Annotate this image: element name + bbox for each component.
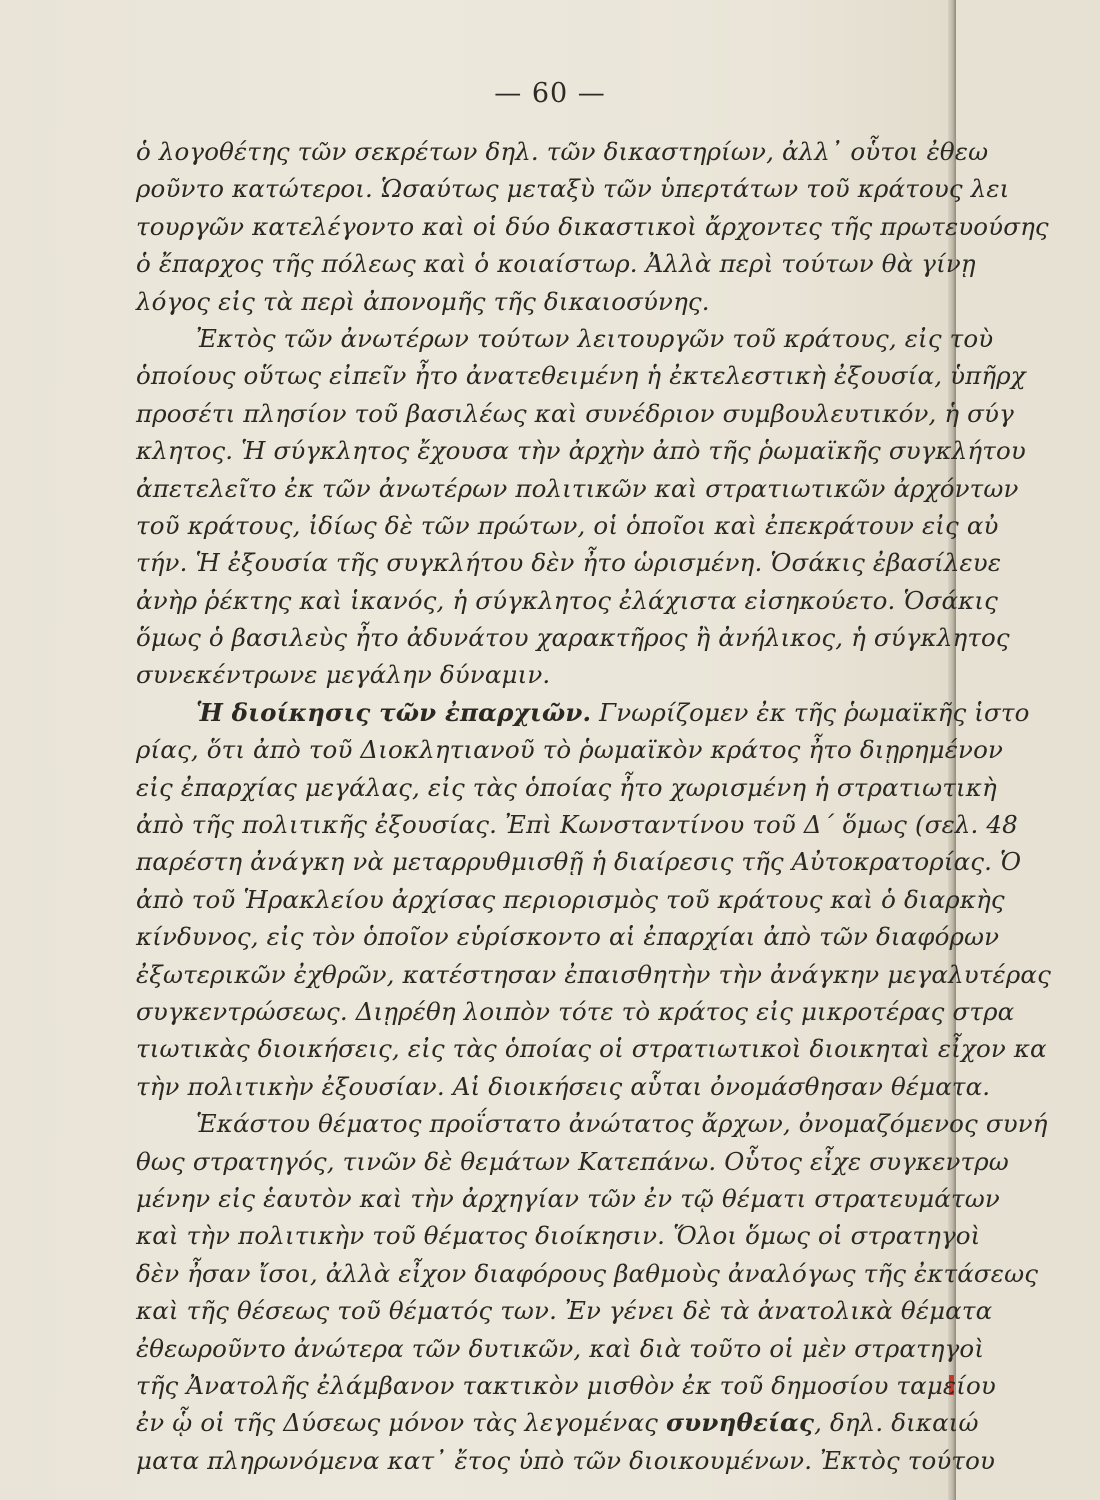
line-text: κίνδυνος, εἰς τὸν ὁποῖον εὑρίσκοντο αἱ ἐπαρχίαι ἀπὸ τῶν διαφόρων [136, 922, 1000, 952]
line-text: συγκεντρώσεως. Διῃρέθη λοιπὸν τότε τὸ κράτος εἰς μικροτέρας στρα [136, 996, 1015, 1026]
text-line [136, 582, 998, 619]
text-line [136, 470, 1019, 507]
text-line [136, 956, 1051, 993]
text-line [136, 432, 1026, 469]
line-text: λόγος εἰς τὰ περὶ ἀπονομῆς τῆς δικαιοσύνης. [136, 286, 710, 316]
line-text: ἀπὸ τῆς πολιτικῆς ἐξουσίας. Ἐπὶ Κωνσταντίνου τοῦ Δ´ ὅμως (σελ. 48 [136, 810, 1018, 840]
line-text: ἀνὴρ ῥέκτης καὶ ἱκανός, ἡ σύγκλητος ἐλάχιστα εἰσηκούετο. Ὁσάκις [136, 585, 998, 615]
page-number: — 60 — [494, 78, 606, 109]
line-text: θως στρατηγός, τινῶν δὲ θεμάτων Κατεπάνω. Οὗτος εἶχε συγκεντρω [136, 1146, 1009, 1176]
text-line [136, 1068, 991, 1105]
text-line [136, 1330, 985, 1367]
text-line [136, 993, 1015, 1030]
line-text: ροῦντο κατώτεροι. Ὡσαύτως μεταξὺ τῶν ὑπερτάτων τοῦ κράτους λει [136, 174, 1010, 204]
text-line [136, 694, 1030, 731]
text-line [136, 843, 1022, 880]
text-line [136, 1143, 1009, 1180]
text-line [136, 1404, 979, 1441]
line-text: Ἑκάστου θέματος προΐστατο ἀνώτατος ἄρχων, ὀνομαζόμενος συνή [196, 1109, 1048, 1139]
line-text: παρέστη ἀνάγκη νὰ μεταρρυθμισθῇ ἡ διαίρεσις τῆς Αὐτοκρατορίας. Ὁ [136, 847, 1022, 877]
line-text: ὁ ἔπαρχος τῆς πόλεως καὶ ὁ κοιαίστωρ. Ἀλλὰ περὶ τούτων θὰ γίνῃ [136, 249, 976, 279]
line-text: συνεκέντρωνε μεγάλην δύναμιν. [136, 660, 551, 690]
line-text-after: , δηλ. δικαιώ [814, 1408, 979, 1438]
line-text: κλητος. Ἡ σύγκλητος ἔχουσα τὴν ἀρχὴν ἀπὸ τῆς ῥωμαϊκῆς συγκλήτου [136, 436, 1026, 466]
text-line [136, 731, 1004, 768]
line-text: τῆς Ἀνατολῆς ἐλάμβανον τακτικὸν μισθὸν ἐκ τοῦ δημοσίου ταμείου [136, 1370, 996, 1400]
line-text: τιωτικὰς διοικήσεις, εἰς τὰς ὁποίας οἱ στρατιωτικοὶ διοικηταὶ εἶχον κα [136, 1034, 1047, 1064]
text-line [136, 170, 1010, 207]
line-text: ἀπετελεῖτο ἐκ τῶν ἀνωτέρων πολιτικῶν καὶ στρατιωτικῶν ἀρχόντων [136, 473, 1019, 503]
text-line [136, 1292, 993, 1329]
text-line [136, 1217, 981, 1254]
line-text: ρίας, ὅτι ἀπὸ τοῦ Διοκλητιανοῦ τὸ ῥωμαϊκὸν κράτος ἦτο διῃρημένον [136, 735, 1004, 765]
line-text: τοῦ κράτους, ἰδίως δὲ τῶν πρώτων, οἱ ὁποῖοι καὶ ἐπεκράτουν εἰς αὐ [136, 510, 999, 540]
body-text [136, 133, 1051, 1479]
text-line [136, 133, 989, 170]
text-line [136, 1180, 1000, 1217]
text-line [136, 245, 976, 282]
text-line [136, 507, 999, 544]
line-text: ἐθεωροῦντο ἀνώτερα τῶν δυτικῶν, καὶ διὰ τοῦτο οἱ μὲν στρατηγοὶ [136, 1333, 985, 1363]
line-text: προσέτι πλησίον τοῦ βασιλέως καὶ συνέδριον συμβουλευτικόν, ἡ σύγ [136, 398, 1014, 428]
text-line [136, 1105, 1048, 1142]
line-text: τὴν πολιτικὴν ἐξουσίαν. Αἱ διοικήσεις αὗται ὀνομάσθησαν θέματα. [136, 1071, 991, 1101]
section-heading: Ἡ διοίκησις τῶν ἐπαρχιῶν. [196, 697, 592, 727]
text-line [136, 806, 1018, 843]
text-line [136, 1367, 996, 1404]
line-text: καὶ τὴν πολιτικὴν τοῦ θέματος διοίκησιν. Ὅλοι ὅμως οἱ στρατηγοὶ [136, 1221, 981, 1251]
text-line [136, 619, 1010, 656]
line-text: τουργῶν κατελέγοντο καὶ οἱ δύο δικαστικοὶ ἄρχοντες τῆς πρωτευούσης [136, 211, 1049, 241]
line-text: Ἐκτὸς τῶν ἀνωτέρων τούτων λειτουργῶν τοῦ κράτους, εἰς τοὺ [196, 323, 994, 353]
line-text: ὅμως ὁ βασιλεὺς ἦτο ἀδυνάτου χαρακτῆρος ἢ ἀνήλικος, ἡ σύγκλητος [136, 623, 1010, 653]
line-text: δὲν ἦσαν ἴσοι, ἀλλὰ εἶχον διαφόρους βαθμοὺς ἀναλόγως τῆς ἐκτάσεως [136, 1258, 1039, 1288]
line-text: ὁ λογοθέτης τῶν σεκρέτων δηλ. τῶν δικαστηρίων, ἀλλ᾿ οὗτοι ἐθεω [136, 137, 989, 166]
text-line [136, 283, 976, 320]
text-line [136, 357, 1026, 394]
line-text: ὁποίους οὕτως εἰπεῖν ἦτο ἀνατεθειμένη ἡ ἐκτελεστικὴ ἐξουσία, ὑπῆρχ [136, 361, 1026, 391]
line-text: καὶ τῆς θέσεως τοῦ θέματός των. Ἐν γένει δὲ τὰ ἀνατολικὰ θέματα [136, 1296, 993, 1326]
line-text: ἐν ᾧ οἱ τῆς Δύσεως μόνον τὰς λεγομένας [136, 1408, 666, 1438]
text-line [136, 1442, 996, 1479]
text-line [136, 1030, 1047, 1067]
text-line [136, 395, 1014, 432]
text-line [136, 320, 994, 357]
line-text: μένην εἰς ἑαυτὸν καὶ τὴν ἀρχηγίαν τῶν ἐν τῷ θέματι στρατευμάτων [136, 1183, 1000, 1213]
text-line [136, 881, 1005, 918]
text-line [136, 656, 976, 693]
line-text: εἰς ἐπαρχίας μεγάλας, εἰς τὰς ὁποίας ἦτο χωρισμένη ἡ στρατιωτικὴ [136, 772, 997, 802]
text-line [136, 1255, 1039, 1292]
text-line [136, 208, 1049, 245]
line-text: Γνωρίζομεν ἐκ τῆς ῥωμαϊκῆς ἱστο [591, 697, 1030, 727]
emphasized-term: συνηθείας [665, 1408, 815, 1438]
text-line [136, 769, 997, 806]
line-text: ἀπὸ τοῦ Ἡρακλείου ἀρχίσας περιορισμὸς τοῦ κράτους καὶ ὁ διαρκὴς [136, 884, 1005, 914]
text-line [136, 544, 1002, 581]
line-text: ματα πληρωνόμενα κατ᾿ ἔτος ὑπὸ τῶν διοικουμένων. Ἐκτὸς τούτου [136, 1445, 996, 1475]
line-text: ἐξωτερικῶν ἐχθρῶν, κατέστησαν ἐπαισθητὴν τὴν ἀνάγκην μεγαλυτέρας [136, 959, 1051, 989]
line-text: τήν. Ἡ ἐξουσία τῆς συγκλήτου δὲν ἦτο ὡρισμένη. Ὁσάκις ἐβασίλευε [136, 548, 1002, 578]
text-line [136, 918, 1000, 955]
